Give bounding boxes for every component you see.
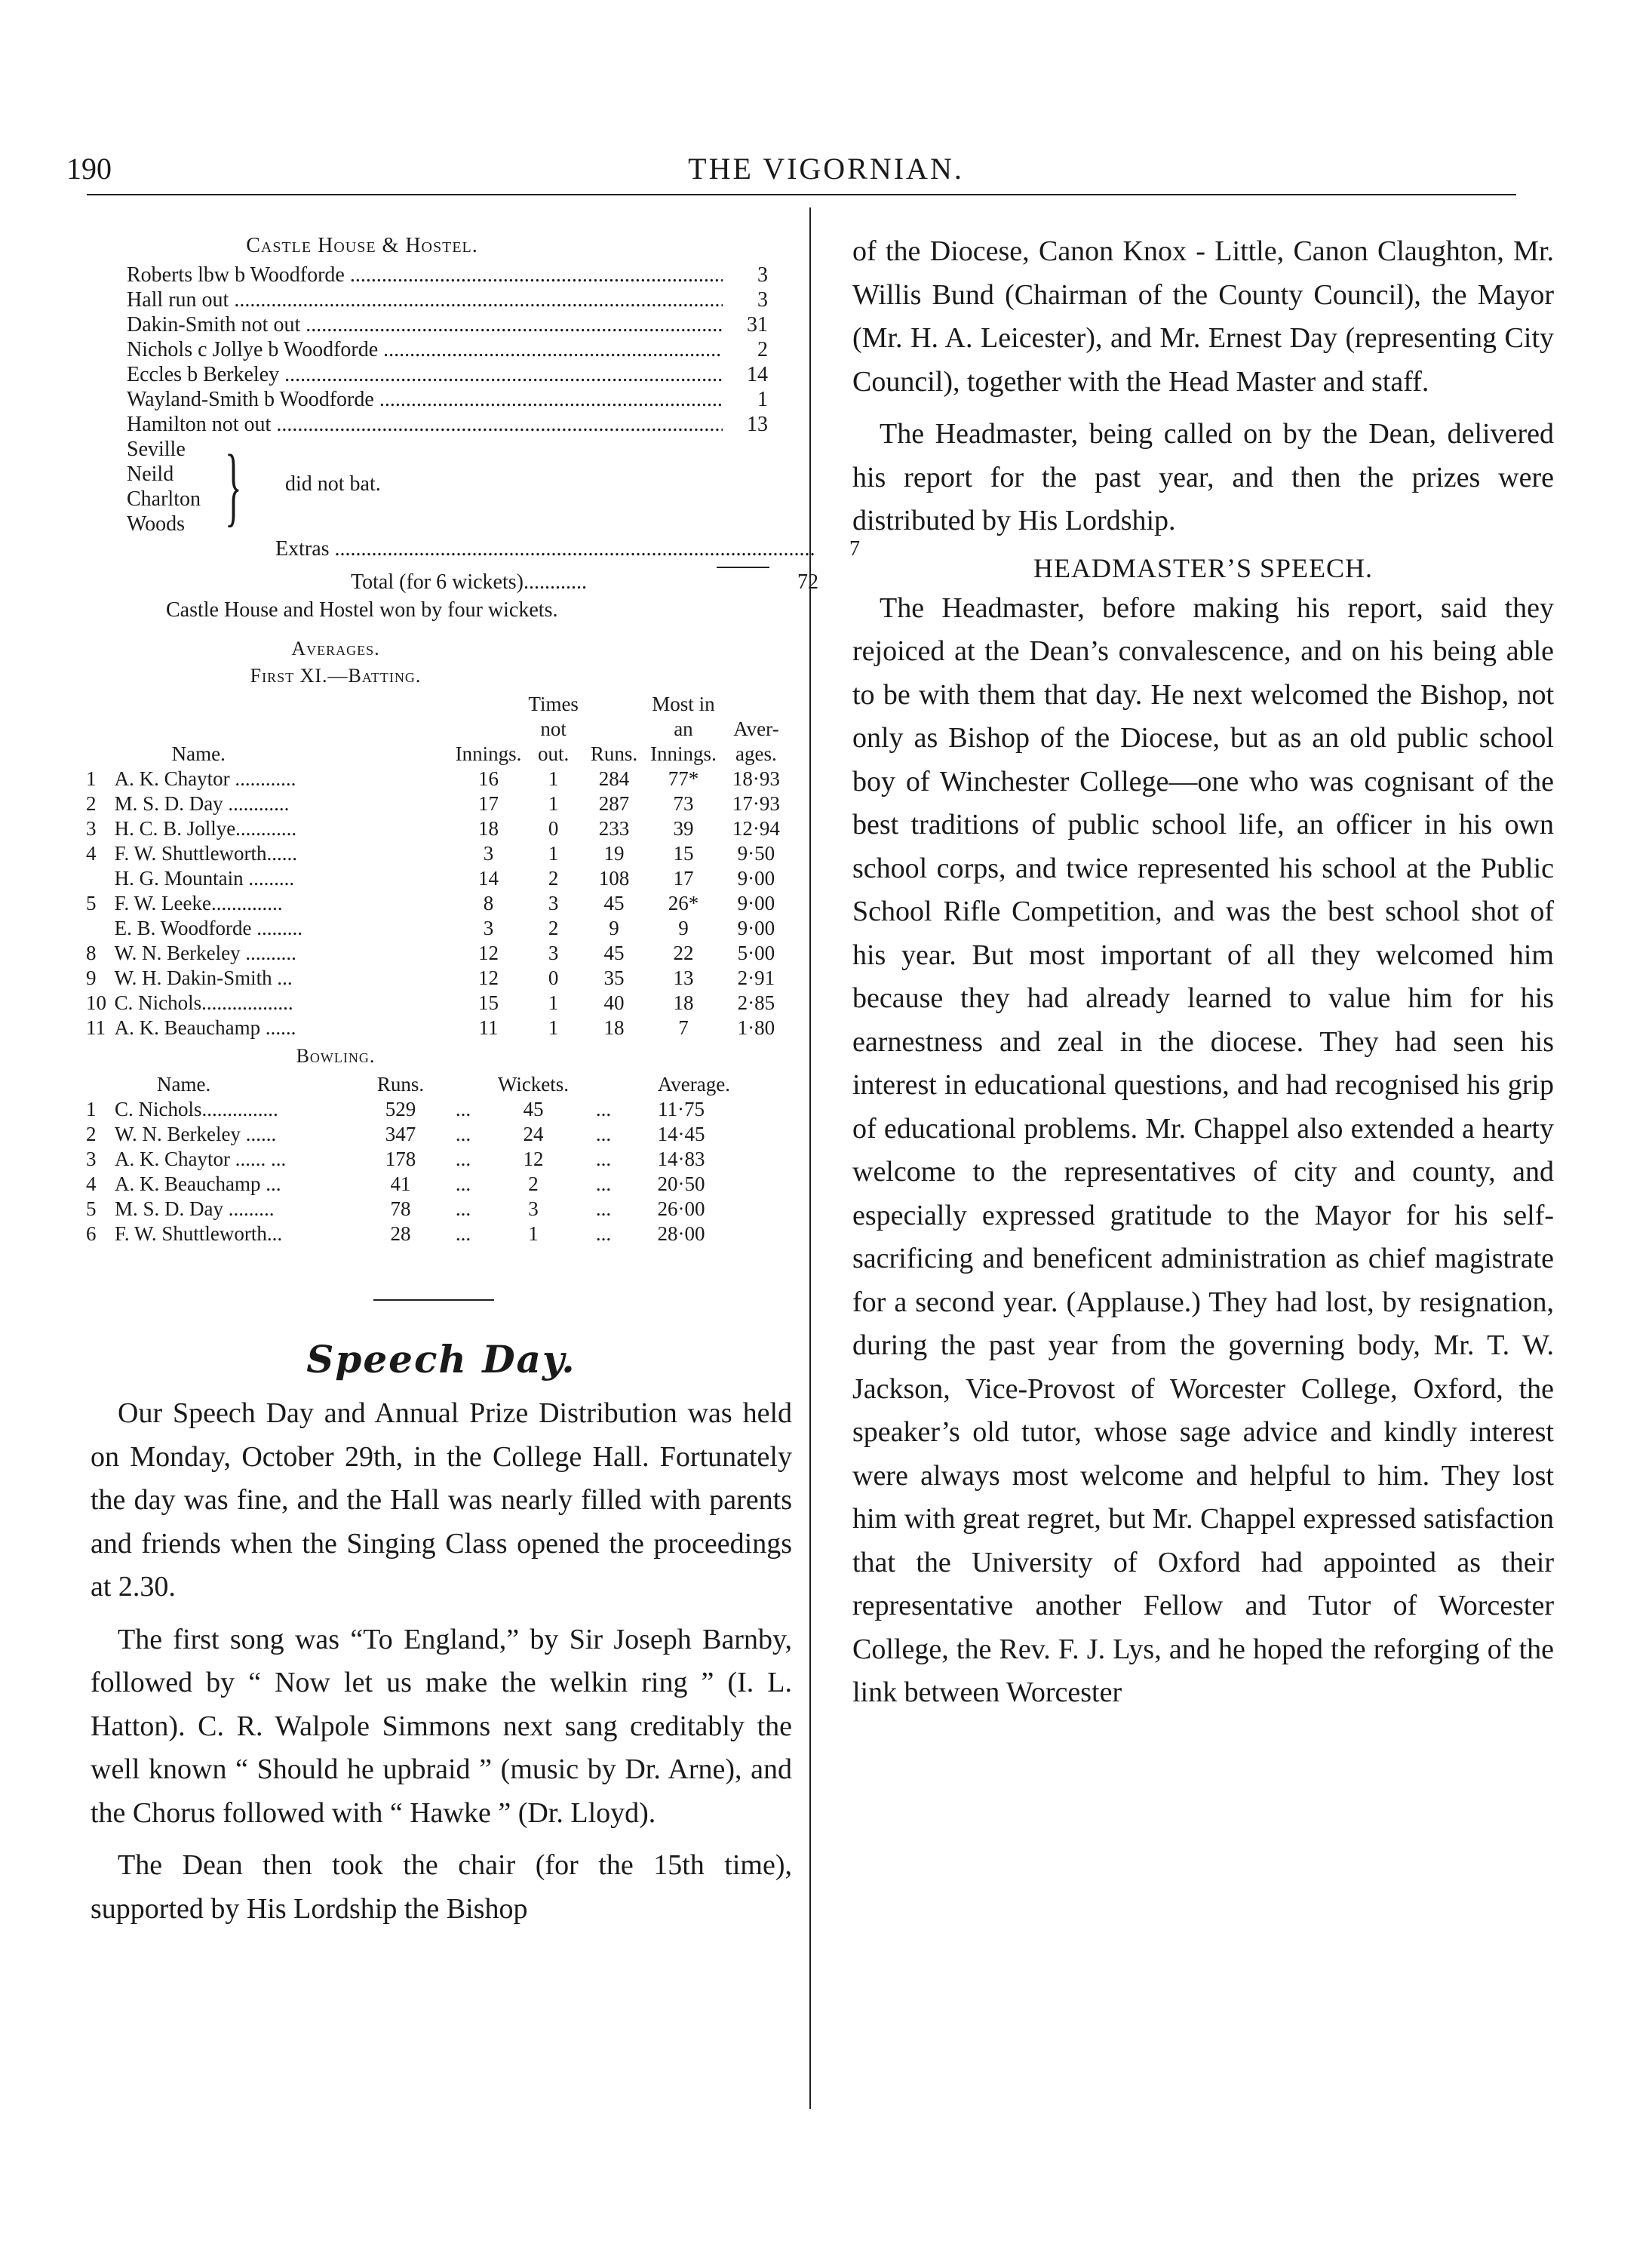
paragraph: The Headmaster, being called on by the Dean, delivered his report for the past year, and then the prizes were distributed by His Lordship. [852,418,1554,536]
paragraph: The Headmaster, before making his report, said they rejoiced at the Dean’s convalescence, and on his being able to be with them that day. He next welcomed the Bishop, not only as Bishop of the Diocese, but as an old public school boy of Winchester College—one who was cognisant of the best traditions of public school life, an officer in his own school corps, and twice represented his school at the Public School Rifle Competition, and was the best school shot of his year. But most important of all they welcomed him because they had already learned to value him for his earnestness and zeal in the diocese. They had seen his interest in educational questions, and had recognised his grip of educational problems. Mr. Chappel also extended a hearty welcome to the representatives of city and county, and especially expressed gratitude to the Mayor for his self-sacrificing and beneficent administration as chief magistrate for a second year. (Applause.) They had lost, by resignation, during the past year from the governing body, Mr. T. W. Jackson, Vice-Provost of Worcester College, Oxford, the speaker’s old tutor, whose sage advice and kindly interest were always most welcome and helpful to him. They lost him with great regret, but Mr. Chappel expressed satisfaction that the University of Oxford had appointed as their representative another Fellow and Tutor of Worcester College, the Rev. F. J. Lys, and he hoped the reforging of the link between Worcester [852,592,1554,1708]
scorecard-title: Castle House & Hostel. [246,234,478,257]
brace-icon: } [225,436,242,535]
paragraph: The first song was “To England,” by Sir Joseph Barnby, followed by “ Now let us make the welkin ring ” (I. L. Hatton). C. R. Walpole Simmons next sang creditably the well known “ Should he upbraid ” (music by Dr. Arne), and the Chorus followed with “ Hawke ” (Dr. Lloyd). [91,1623,792,1829]
paragraph: The Dean then took the chair (for the 15th time), supported by His Lordship the Bishop [91,1849,792,1925]
table-row: 10 C. Nichols.................. 15 1 40 18 2·85 [86,991,775,1014]
table-row: 6 F. W. Shuttleworth... 28 ... 1 ... 28·00 [86,1222,705,1245]
did-not-bat-name: Seville [127,438,186,461]
paragraph: of the Diocese, Canon Knox - Little, Canon Claughton, Mr. Willis Bund (Chairman of the County Council), the Mayor (Mr. H. A. Leicester), and Mr. Ernest Day (representing City Council), together with the Head Master and staff. [852,235,1554,398]
did-not-bat-group [127,437,792,536]
table-row: E. B. Woodforde ......... 3 2 9 9 9·00 [114,917,775,939]
table-row: H. G. Mountain ......... 14 2 108 17 9·00 [114,867,775,890]
section-title: Speech Day. [306,1337,576,1381]
paragraph: Our Speech Day and Annual Prize Distribution was held on Monday, October 29th, in the College Hall. Fortunately the day was fine, and the Hall was nearly filled with parents and friends when the Singing Class opened the proceedings at 2.30. [91,1397,792,1603]
batting-title: First XI.—Batting. [250,665,422,687]
did-not-bat-name: Neild [127,463,174,486]
table-row: 8 W. N. Berkeley .......... 12 3 45 22 5·00 [86,942,775,964]
scorecard-lines [91,263,792,437]
page-number: 190 [66,152,112,186]
right-column [852,230,1554,1715]
did-not-bat-name: Woods [127,512,186,536]
table-row: 9 W. H. Dakin-Smith ... 12 0 35 13 2·91 [86,967,775,989]
score-line: Eccles b Berkeley ..... 14 [127,362,768,387]
table-row: 3 A. K. Chaytor ...... ... 178 ... 12 ... 14·83 [86,1148,705,1170]
table-row: 1 C. Nichols............... 529 ... 45 ... 11·75 [86,1098,705,1120]
table-row: 1 A. K. Chaytor ............ 16 1 284 77* 18·93 [86,767,780,790]
score-line: Roberts lbw b Woodforde ..... 3 [127,263,768,287]
table-row: 2 W. N. Berkeley ...... 347 ... 24 ... 14·45 [86,1123,705,1145]
table-row: 4 F. W. Shuttleworth...... 3 1 19 15 9·50 [86,842,775,865]
score-line: Hamilton not out ..... 13 [127,412,768,437]
table-row: 4 A. K. Beauchamp ... 41 ... 2 ... 20·50 [86,1172,705,1195]
header-rule [87,194,1516,195]
batting-table [83,692,792,1040]
table-row: 11 A. K. Beauchamp ...... 11 1 18 7 1·80 [86,1016,775,1039]
bowling-title: Bowling. [296,1045,376,1067]
section-divider [373,1299,494,1301]
table-row: 3 H. C. B. Jollye............ 18 0 233 39 12·94 [86,817,780,840]
table-header-row: Name. Runs. Wickets. Average. [157,1073,730,1096]
did-not-bat-name: Charlton [127,487,201,511]
table-header-row: Name. Innings. Times not out. Runs. Most in an Innings. Aver- ages. [171,693,779,765]
bowling-table [83,1072,733,1246]
left-column [86,234,860,1931]
table-row: 2 M. S. D. Day ............ 17 1 287 73 17·93 [86,792,780,815]
table-row: 5 M. S. D. Day ......... 78 ... 3 ... 26·00 [86,1197,705,1220]
score-line: Dakin-Smith not out ..... 31 [127,312,768,337]
did-not-bat-note: did not bat. [285,472,381,496]
column-rule [809,207,811,2109]
averages-title: Averages. [291,638,380,659]
running-title: THE VIGORNIAN. [688,152,964,186]
match-result: Castle House and Hostel won by four wickets. [166,598,558,622]
total-line: Total (for 6 wickets)............ 72 [351,570,818,594]
table-row: 5 F. W. Leeke.............. 8 3 45 26* 9·00 [86,892,775,914]
score-line: Hall run out ..... 3 [127,287,768,312]
subheading: HEADMASTER’S SPEECH. [1033,552,1374,583]
score-line: Nichols c Jollye b Woodforde ..... 2 [127,337,768,362]
score-line: Wayland-Smith b Woodforde ..... 1 [127,387,768,412]
extras-line: Extras ..... 7 [275,536,860,562]
